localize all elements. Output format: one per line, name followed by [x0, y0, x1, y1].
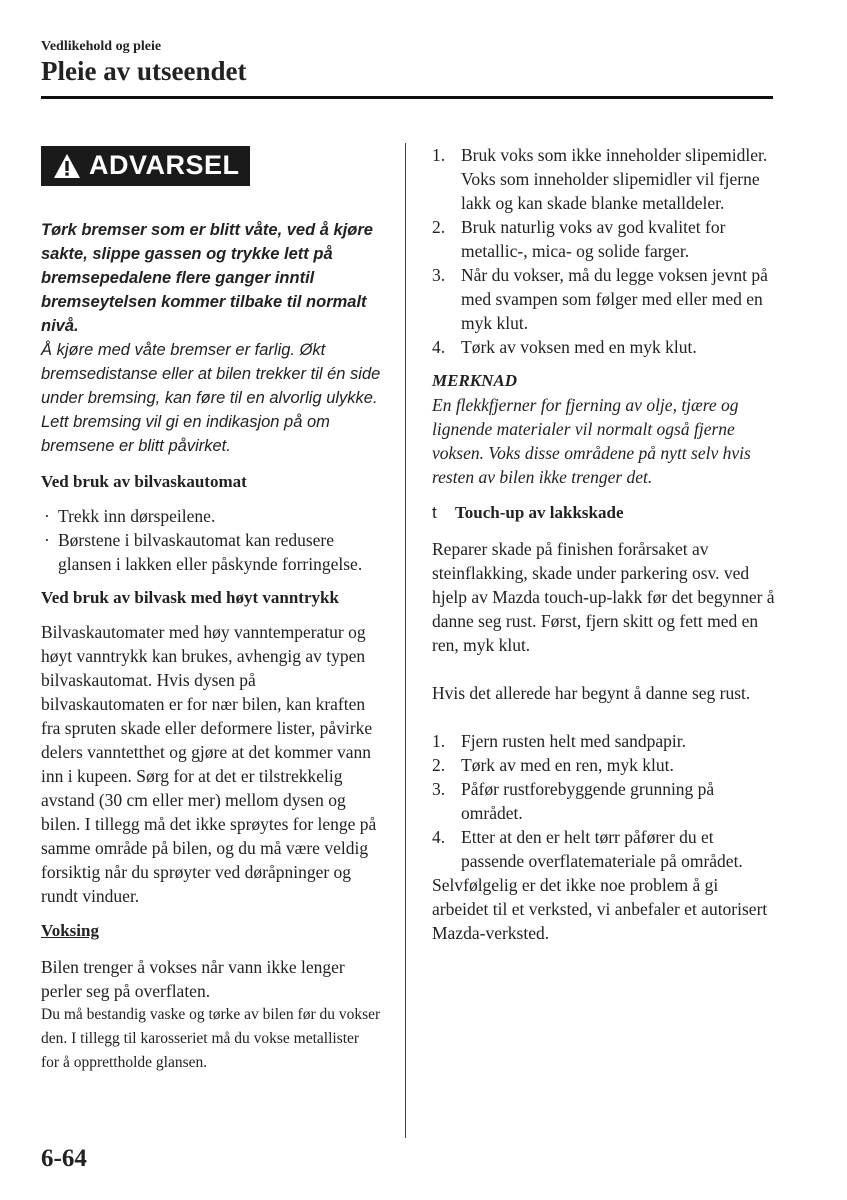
- high-pressure-heading: Ved bruk av bilvask med høyt vanntrykk: [41, 588, 339, 607]
- left-column: [41, 146, 381, 1075]
- warning-label: ADVARSEL: [89, 150, 240, 180]
- warning-badge: [41, 146, 250, 186]
- page-title: Pleie av utseendet: [41, 56, 247, 86]
- touchup-steps-list: [432, 729, 777, 873]
- list-item: 4. Tørk av voksen med en myk klut.: [432, 337, 697, 357]
- waxing-heading: Voksing: [41, 921, 99, 940]
- page-number: 6-64: [41, 1145, 87, 1172]
- touchup-text-3: Selvfølgelig er det ikke noe problem å gi arbeidet til et verksted, vi anbefaler et autorisert Mazda-verksted.: [432, 875, 768, 943]
- touchup-heading: [432, 501, 777, 525]
- touchup-heading-label: Touch-up av lakkskade: [455, 503, 624, 522]
- list-item: 1. Fjern rusten helt med sandpapir.: [432, 731, 687, 751]
- list-item: 2. Tørk av med en ren, myk klut.: [432, 755, 674, 775]
- list-item: 2. Bruk naturlig voks av god kvalitet for metallic-, mica- og solide farger.: [432, 217, 726, 261]
- list-item: 4. Etter at den er helt tørr påfører du et passende overflatemateriale på området.: [432, 827, 743, 871]
- list-item: 3. Påfør rustforebyggende grunning på området.: [432, 779, 715, 823]
- touchup-text-2: Hvis det allerede har begynt å danne seg rust.: [432, 683, 751, 703]
- right-column: [432, 143, 777, 945]
- wax-steps-list: [432, 143, 777, 359]
- warning-bold-text: Tørk bremser som er blitt våte, ved å kjøre sakte, slippe gassen og trykke lett på bremsepedalene flere ganger inntil bremseytelsen kommer tilbake til normalt nivå.: [41, 221, 373, 335]
- list-item: 3. Når du vokser, må du legge voksen jevnt på med svampen som følger med eller med en myk klut.: [432, 265, 768, 333]
- auto-wash-list: [41, 504, 381, 576]
- list-item: 1. Bruk voks som ikke inneholder slipemidler. Voks som inneholder slipemidler vil fjerne lakk og kan skade blanke metalldeler.: [432, 145, 768, 213]
- title-divider: [41, 96, 773, 99]
- waxing-text: Bilen trenger å vokses når vann ikke lenger perler seg på overflaten.: [41, 957, 345, 1001]
- waxing-small-text: Du må bestandig vaske og tørke av bilen før du vokser den. I tillegg til karosseriet må du vokse metallister for å opprettholde glansen.: [41, 1006, 381, 1071]
- warning-triangle-icon: [53, 153, 81, 179]
- warning-body-text: Å kjøre med våte bremser er farlig. Økt bremsedistanse eller at bilen trekker til én side under bremsing, kan føre til en alvorlig ulykke. Lett bremsing vil gi en indikasjon på om bremsene er blitt påvirket.: [41, 341, 381, 455]
- note-heading: MERKNAD: [432, 371, 518, 390]
- list-item: · Børstene i bilvaskautomat kan redusere glansen i lakken eller påskynde forringelse.: [44, 530, 363, 574]
- column-divider: [405, 143, 406, 1138]
- section-marker-icon: t: [432, 503, 437, 522]
- high-pressure-text: Bilvaskautomater med høy vanntemperatur og høyt vanntrykk kan brukes, avhengig av typen bilvaskautomat. Hvis dysen på bilvaskautomaten er for nær bilen, kan kraften fra spruten skade eller deformere lister, påvirke delers vanntetthet og gjøre at det kommer vann inn i kupeen. Sørg for at det er tilstrekkelig avstand (30 cm eller mer) mellom dysen og bilen. I tillegg må det ikke sprøytes for lenge på samme område på bilen, og du må være veldig forsiktig når du sprøyter ved døråpninger og rundt vinduer.: [41, 622, 377, 906]
- section-label: Vedlikehold og pleie: [41, 39, 162, 54]
- auto-wash-heading: Ved bruk av bilvaskautomat: [41, 472, 247, 491]
- note-text: En flekkfjerner for fjerning av olje, tjære og lignende materialer vil normalt også fjerne voksen. Voks disse områdene på nytt selv hvis resten av bilen ikke trenger det.: [432, 395, 751, 487]
- list-item: · Trekk inn dørspeilene.: [44, 506, 216, 526]
- touchup-text-1: Reparer skade på finishen forårsaket av steinflakking, skade under parkering osv. ved hjelp av Mazda touch-up-lakk før det begynner å danne seg rust. Først, fjern skitt og fett med en ren, myk klut.: [432, 539, 775, 655]
